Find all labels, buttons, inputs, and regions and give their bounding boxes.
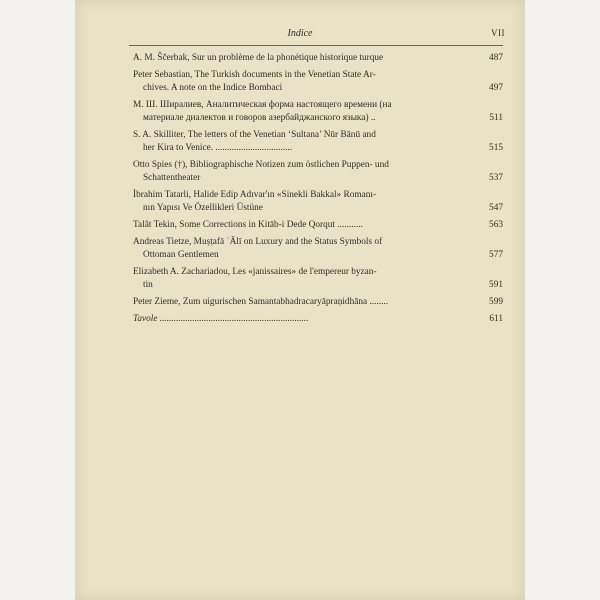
- toc-entry-text: Talât Tekin, Some Corrections in Kitāb-i Dede Qorqut ...........: [133, 220, 363, 230]
- toc-entry-text: Tavole ................................................................: [133, 314, 309, 324]
- toc-entry-text: М. Ш. Ширалиев, Аналитическая форма настоящего времени (на: [133, 100, 392, 110]
- toc-page-number: 563: [489, 220, 503, 230]
- toc-entry: [133, 313, 503, 326]
- toc-entry: [133, 69, 503, 95]
- toc-entry-text: Peter Zieme, Zum uigurischen Samantabhadracaryāpraṇidhāna ........: [133, 297, 389, 307]
- toc-entry: [133, 129, 503, 155]
- toc-entry-text-cont: her Kira to Venice. .................................: [143, 143, 293, 153]
- toc-entry: [133, 296, 503, 309]
- toc-entry: [133, 99, 503, 125]
- toc-page-number: 547: [489, 203, 503, 213]
- toc-entry-text: Otto Spies (†), Bibliographische Notizen zum östlichen Puppen- und: [133, 160, 389, 170]
- toc-entry-text: Andreas Tietze, Muṣṭafā ʿĀlī on Luxury and the Status Symbols of: [133, 237, 383, 247]
- toc-entry-text: İbrahim Tatarli, Halide Edip Adıvar'ın «Sinekli Bakkal» Romanı-: [133, 190, 377, 200]
- toc-page-number: 591: [489, 280, 503, 290]
- toc-page-number: 497: [489, 83, 503, 93]
- toc-entry-text: S. A. Skilliter, The letters of the Venetian ‘Sultana’ Nūr Bānū and: [133, 130, 376, 140]
- toc-entry: [133, 236, 503, 262]
- toc-page-number: 537: [489, 173, 503, 183]
- toc-entry-text-cont: материале диалектов и говоров азербайджанского языка) ..: [143, 113, 376, 123]
- toc-entry-text: Peter Sebastian, The Turkish documents in the Venetian State Ar-: [133, 70, 376, 80]
- toc-entry-text-cont: chives. A note on the Indice Bombaci: [143, 83, 283, 93]
- header-rule: [129, 45, 503, 46]
- toc-entry-text: A. M. Ščerbak, Sur un problème de la phonétique historique turque: [133, 53, 384, 63]
- toc-entry-text-cont: tin: [143, 280, 153, 290]
- book-page: [75, 0, 525, 600]
- page-title: Indice: [287, 28, 313, 39]
- toc-entry-text: Elizabeth A. Zachariadou, Les «janissaires» de l'empereur byzan-: [133, 267, 377, 277]
- table-of-contents: [133, 52, 503, 330]
- toc-entry: [133, 219, 503, 232]
- toc-page-number: 511: [489, 113, 503, 123]
- toc-entry: [133, 266, 503, 292]
- running-header: [75, 28, 525, 42]
- toc-entry: [133, 159, 503, 185]
- toc-entry: [133, 189, 503, 215]
- toc-page-number: 599: [489, 297, 503, 307]
- toc-page-number: 611: [489, 314, 503, 324]
- toc-entry: [133, 52, 503, 65]
- toc-entry-text-cont: Ottoman Gentlemen: [143, 250, 219, 260]
- toc-page-number: 487: [489, 53, 503, 63]
- toc-page-number: 577: [489, 250, 503, 260]
- toc-page-number: 515: [489, 143, 503, 153]
- page-number-header: VII: [491, 28, 505, 38]
- toc-entry-text-cont: nın Yapısı Ve Özellikleri Üstüne: [143, 203, 263, 213]
- toc-entry-text-cont: Schattentheater: [143, 173, 201, 183]
